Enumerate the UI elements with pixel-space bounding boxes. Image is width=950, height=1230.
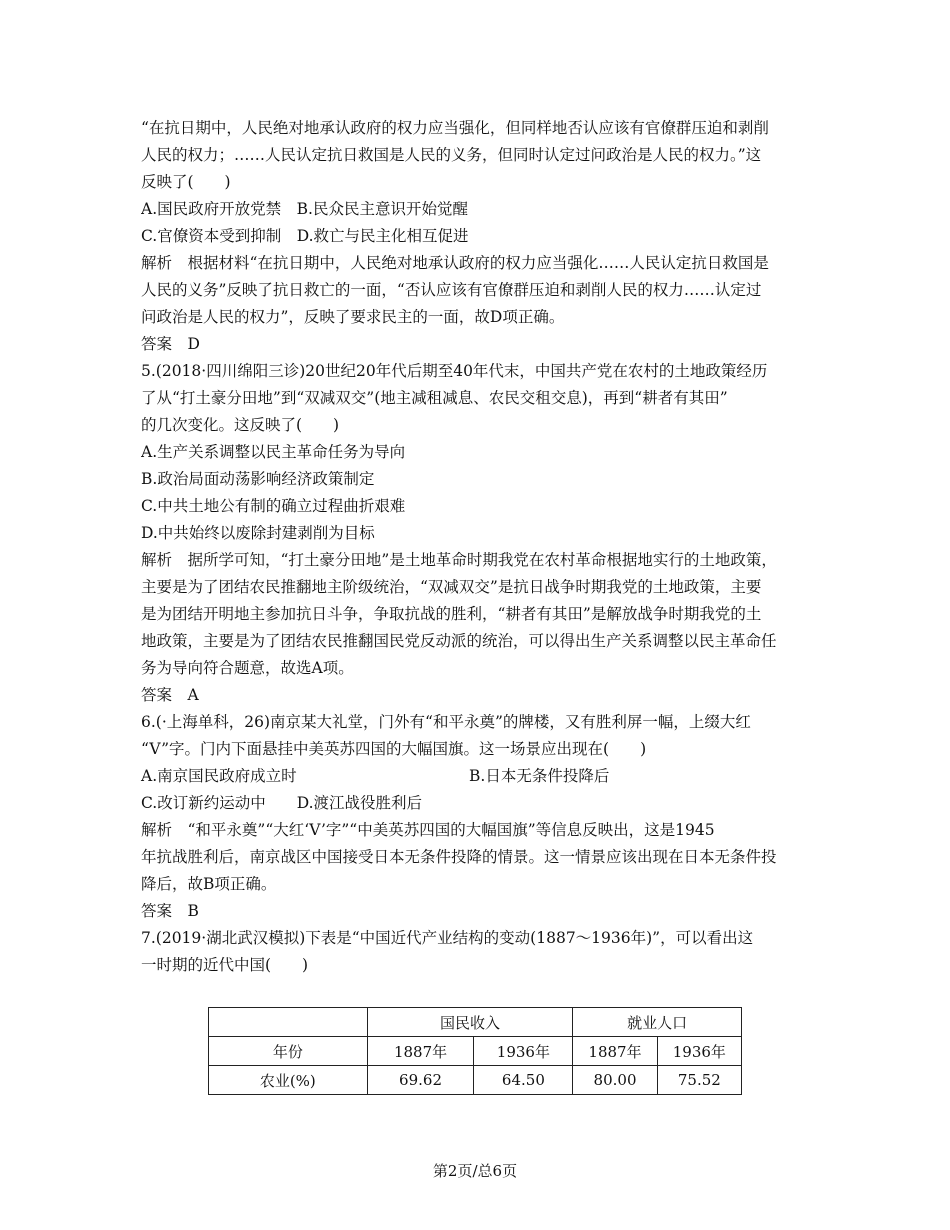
- q7-stem-line-2: 一时期的近代中国( ): [141, 956, 309, 974]
- table-year-cell: 1887年: [573, 1037, 657, 1066]
- q4-stem-line-2: 人民的权力；……人民认定抗日救国是人民的义务，但同时认定过问政治是人民的权力。”这: [141, 146, 762, 164]
- q5-stem-line-3: 的几次变化。这反映了( ): [141, 416, 340, 434]
- q6-option-a: A.南京国民政府成立时: [141, 767, 297, 785]
- q6-analysis-line-3: 降后，故B项正确。: [141, 875, 277, 893]
- table-year-cell: 1936年: [474, 1037, 573, 1066]
- q5-option-a: A.生产关系调整以民主革命任务为导向: [141, 443, 406, 461]
- q5-option-c: C.中共土地公有制的确立过程曲折艰难: [141, 497, 406, 515]
- q6-option-b: B.日本无条件投降后: [469, 767, 610, 785]
- q5-analysis-line-3: 是为团结开明地主参加抗日斗争，争取抗战的胜利，“耕者有其田”是解放战争时期我党的土: [141, 605, 762, 623]
- q6-stem-line-1: 6.(·上海单科，26)南京某大礼堂，门外有“和平永奠”的牌楼，又有胜利屏一幅，上缀大红: [141, 713, 751, 731]
- q5-analysis-line-1: 解析 据所学可知，“打土豪分田地”是土地革命时期我党在农村革命根据地实行的土地政策，: [141, 551, 777, 569]
- table-corner-cell: [209, 1008, 368, 1037]
- q4-option-cd: C.官僚资本受到抑制 D.救亡与民主化相互促进: [141, 227, 469, 245]
- q6-answer: 答案 B: [141, 902, 199, 920]
- q5-analysis-line-4: 地政策，主要是为了团结农民推翻国民党反动派的统治，可以得出生产关系调整以民主革命任: [141, 632, 777, 650]
- q4-analysis-line-2: 人民的义务”反映了抗日救亡的一面，“否认应该有官僚群压迫和剥削人民的权力……认定过: [141, 281, 762, 299]
- q5-stem-line-2: 了从“打土豪分田地”到“双减双交”(地主减租减息、农民交租交息)，再到“耕者有其田”: [141, 389, 728, 407]
- industry-structure-table: [208, 1007, 742, 1095]
- table-year-row: [209, 1037, 742, 1066]
- q4-answer: 答案 D: [141, 335, 200, 353]
- table-row-label: 农业(%): [209, 1066, 368, 1095]
- q4-stem-line-3: 反映了( ): [141, 173, 231, 191]
- table-cell: 75.52: [657, 1066, 741, 1095]
- table-cell: 64.50: [474, 1066, 573, 1095]
- q4-analysis-line-3: 问政治是人民的权力”，反映了要求民主的一面，故D项正确。: [141, 308, 565, 326]
- table-year-cell: 1887年: [367, 1037, 474, 1066]
- table-row-header-year: 年份: [209, 1037, 368, 1066]
- q6-stem-line-2: “V”字。门内下面悬挂中美英苏四国的大幅国旗。这一场景应出现在( ): [141, 740, 647, 758]
- table-row: [209, 1066, 742, 1095]
- table-year-cell: 1936年: [657, 1037, 741, 1066]
- q5-analysis-line-2: 主要是为了团结农民推翻地主阶级统治，“双减双交”是抗日战争时期我党的土地政策，主要: [141, 578, 762, 596]
- q5-stem-line-1: 5.(2018·四川绵阳三诊)20世纪20年代后期至40年代末，中国共产党在农村的土地政策经历: [141, 362, 768, 380]
- table-header-national-income: 国民收入: [367, 1008, 573, 1037]
- table-cell: 80.00: [573, 1066, 657, 1095]
- table-cell: 69.62: [367, 1066, 474, 1095]
- q4-analysis-line-1: 解析 根据材料“在抗日期中，人民绝对地承认政府的权力应当强化……人民认定抗日救国是: [141, 254, 769, 272]
- q4-option-ab: A.国民政府开放党禁 B.民众民主意识开始觉醒: [141, 200, 468, 218]
- q6-option-cd: C.改订新约运动中 D.渡江战役胜利后: [141, 794, 423, 812]
- page-number-footer: 第2页/总6页: [432, 1162, 518, 1180]
- q5-analysis-line-5: 务为导向符合题意，故选A项。: [141, 659, 354, 677]
- q6-analysis-line-1: 解析 “和平永奠”“大红‘V’字”“中美英苏四国的大幅国旗”等信息反映出，这是1945: [141, 821, 715, 839]
- table-header-employment: 就业人口: [573, 1008, 742, 1037]
- q5-option-d: D.中共始终以废除封建剥削为目标: [141, 524, 375, 542]
- q5-option-b: B.政治局面动荡影响经济政策制定: [141, 470, 375, 488]
- q4-stem-line-1: “在抗日期中，人民绝对地承认政府的权力应当强化，但同样地否认应该有官僚群压迫和剥削: [141, 119, 769, 137]
- q7-stem-line-1: 7.(2019·湖北武汉模拟)下表是“中国近代产业结构的变动(1887～1936年)”，可以看出这: [141, 929, 754, 947]
- table-group-header-row: [209, 1008, 742, 1037]
- q6-analysis-line-2: 年抗战胜利后，南京战区中国接受日本无条件投降的情景。这一情景应该出现在日本无条件投: [141, 848, 777, 866]
- q5-answer: 答案 A: [141, 686, 199, 704]
